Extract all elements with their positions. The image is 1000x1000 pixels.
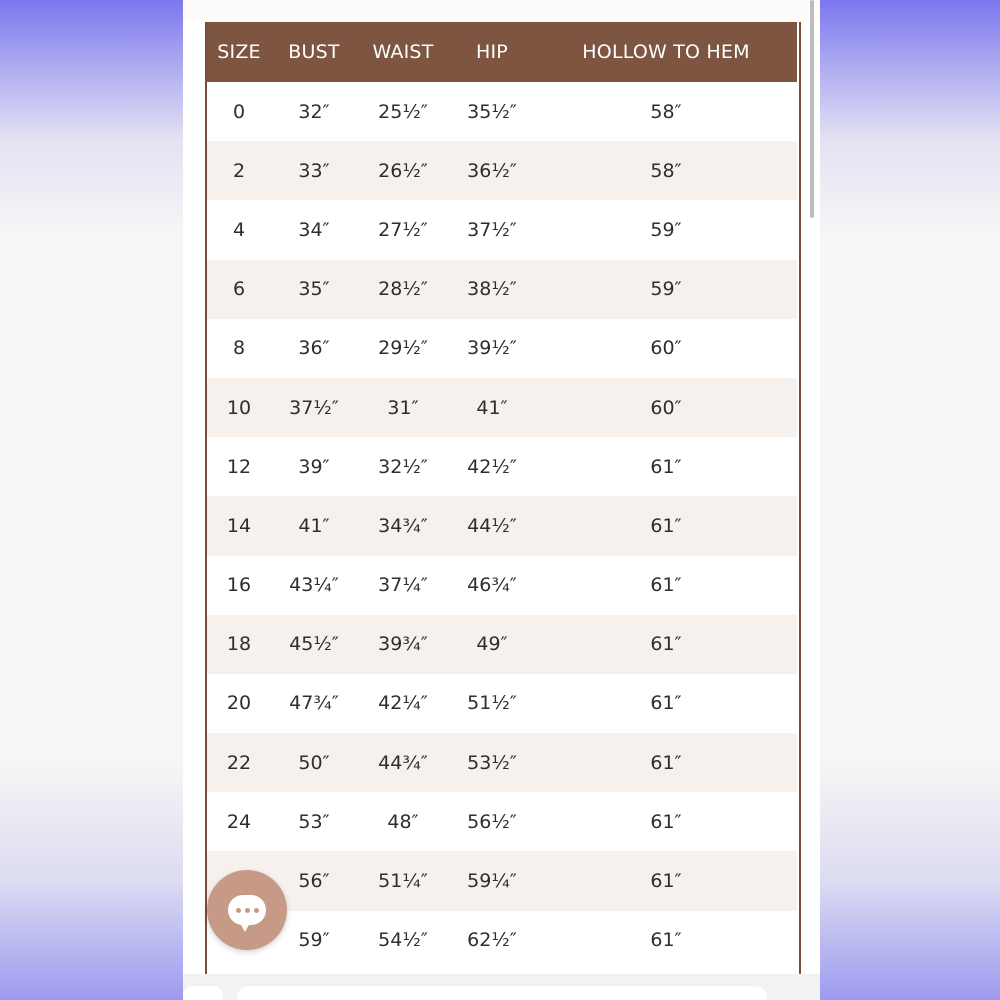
table-row [207, 319, 797, 378]
cell-waist: 51¼″ [357, 851, 449, 910]
cell-hollow-to-hem: 61″ [535, 674, 797, 733]
cell-bust: 53″ [271, 792, 357, 851]
cell-bust: 34″ [271, 200, 357, 259]
address-bar[interactable] [237, 986, 767, 1000]
cell-waist: 29½″ [357, 319, 449, 378]
cell-size: 14 [207, 496, 271, 555]
cell-hip: 59¼″ [449, 851, 535, 910]
cell-waist: 31″ [357, 378, 449, 437]
cell-waist: 26½″ [357, 141, 449, 200]
table-row [207, 733, 797, 792]
cell-waist: 28½″ [357, 260, 449, 319]
cell-waist: 48″ [357, 792, 449, 851]
cell-size: 0 [207, 82, 271, 141]
cell-size: 22 [207, 733, 271, 792]
cell-size: 16 [207, 556, 271, 615]
cell-bust: 59″ [271, 911, 357, 970]
cell-hip: 35½″ [449, 82, 535, 141]
cell-bust: 56″ [271, 851, 357, 910]
bottom-toolbar-button[interactable] [183, 986, 223, 1000]
cell-waist: 42¼″ [357, 674, 449, 733]
cell-hollow-to-hem: 58″ [535, 141, 797, 200]
cell-bust: 37½″ [271, 378, 357, 437]
cell-waist: 34¾″ [357, 496, 449, 555]
cell-hip: 41″ [449, 378, 535, 437]
table-row [207, 911, 797, 970]
cell-waist: 32½″ [357, 437, 449, 496]
table-header-row [207, 22, 797, 82]
cell-hollow-to-hem: 61″ [535, 437, 797, 496]
cell-hip: 46¾″ [449, 556, 535, 615]
cell-waist: 54½″ [357, 911, 449, 970]
dot-2 [245, 908, 250, 913]
top-strip [183, 0, 820, 22]
cell-bust: 47¾″ [271, 674, 357, 733]
cell-hollow-to-hem: 61″ [535, 496, 797, 555]
header-size: SIZE [207, 22, 271, 82]
cell-bust: 33″ [271, 141, 357, 200]
header-waist: WAIST [357, 22, 449, 82]
cell-waist: 39¾″ [357, 615, 449, 674]
dot-3 [254, 908, 259, 913]
cell-hip: 56½″ [449, 792, 535, 851]
table-row [207, 851, 797, 910]
table-row [207, 378, 797, 437]
cell-bust: 39″ [271, 437, 357, 496]
cell-size: 20 [207, 674, 271, 733]
cell-bust: 43¼″ [271, 556, 357, 615]
cell-bust: 41″ [271, 496, 357, 555]
cell-hip: 42½″ [449, 437, 535, 496]
cell-waist: 27½″ [357, 200, 449, 259]
cell-size: 10 [207, 378, 271, 437]
cell-hip: 36½″ [449, 141, 535, 200]
cell-hip: 62½″ [449, 911, 535, 970]
table-body [207, 82, 797, 970]
chat-button[interactable] [207, 870, 287, 950]
header-hollow-to-hem: HOLLOW TO HEM [535, 22, 797, 82]
cell-size: 4 [207, 200, 271, 259]
table-row [207, 792, 797, 851]
cell-bust: 50″ [271, 733, 357, 792]
cell-size: 6 [207, 260, 271, 319]
table-row [207, 141, 797, 200]
cell-size: 12 [207, 437, 271, 496]
scrollbar[interactable] [810, 0, 814, 218]
table-row [207, 260, 797, 319]
cell-hip: 51½″ [449, 674, 535, 733]
cell-size: 18 [207, 615, 271, 674]
cell-waist: 44¾″ [357, 733, 449, 792]
cell-hollow-to-hem: 59″ [535, 200, 797, 259]
cell-hollow-to-hem: 61″ [535, 911, 797, 970]
cell-hip: 37½″ [449, 200, 535, 259]
cell-bust: 45½″ [271, 615, 357, 674]
cell-hollow-to-hem: 60″ [535, 378, 797, 437]
cell-hollow-to-hem: 58″ [535, 82, 797, 141]
cell-size: 2 [207, 141, 271, 200]
cell-bust: 35″ [271, 260, 357, 319]
cell-size: 24 [207, 792, 271, 851]
cell-bust: 36″ [271, 319, 357, 378]
cell-hollow-to-hem: 61″ [535, 615, 797, 674]
cell-bust: 32″ [271, 82, 357, 141]
page-viewport[interactable] [183, 0, 820, 1000]
cell-hip: 39½″ [449, 319, 535, 378]
table-row [207, 496, 797, 555]
table-row [207, 674, 797, 733]
chat-bubble-icon [228, 895, 266, 925]
cell-hollow-to-hem: 61″ [535, 556, 797, 615]
cell-waist: 25½″ [357, 82, 449, 141]
cell-hip: 44½″ [449, 496, 535, 555]
table-row [207, 437, 797, 496]
size-chart-container [205, 22, 801, 974]
cell-hollow-to-hem: 61″ [535, 792, 797, 851]
header-hip: HIP [449, 22, 535, 82]
cell-hip: 38½″ [449, 260, 535, 319]
cell-waist: 37¼″ [357, 556, 449, 615]
cell-hollow-to-hem: 60″ [535, 319, 797, 378]
cell-hollow-to-hem: 61″ [535, 733, 797, 792]
table-row [207, 615, 797, 674]
cell-size: 8 [207, 319, 271, 378]
cell-hip: 49″ [449, 615, 535, 674]
header-bust: BUST [271, 22, 357, 82]
cell-hollow-to-hem: 59″ [535, 260, 797, 319]
size-chart-table [207, 22, 797, 970]
table-row [207, 82, 797, 141]
cell-hip: 53½″ [449, 733, 535, 792]
cell-hollow-to-hem: 61″ [535, 851, 797, 910]
dot-1 [236, 908, 241, 913]
table-row [207, 200, 797, 259]
table-row [207, 556, 797, 615]
